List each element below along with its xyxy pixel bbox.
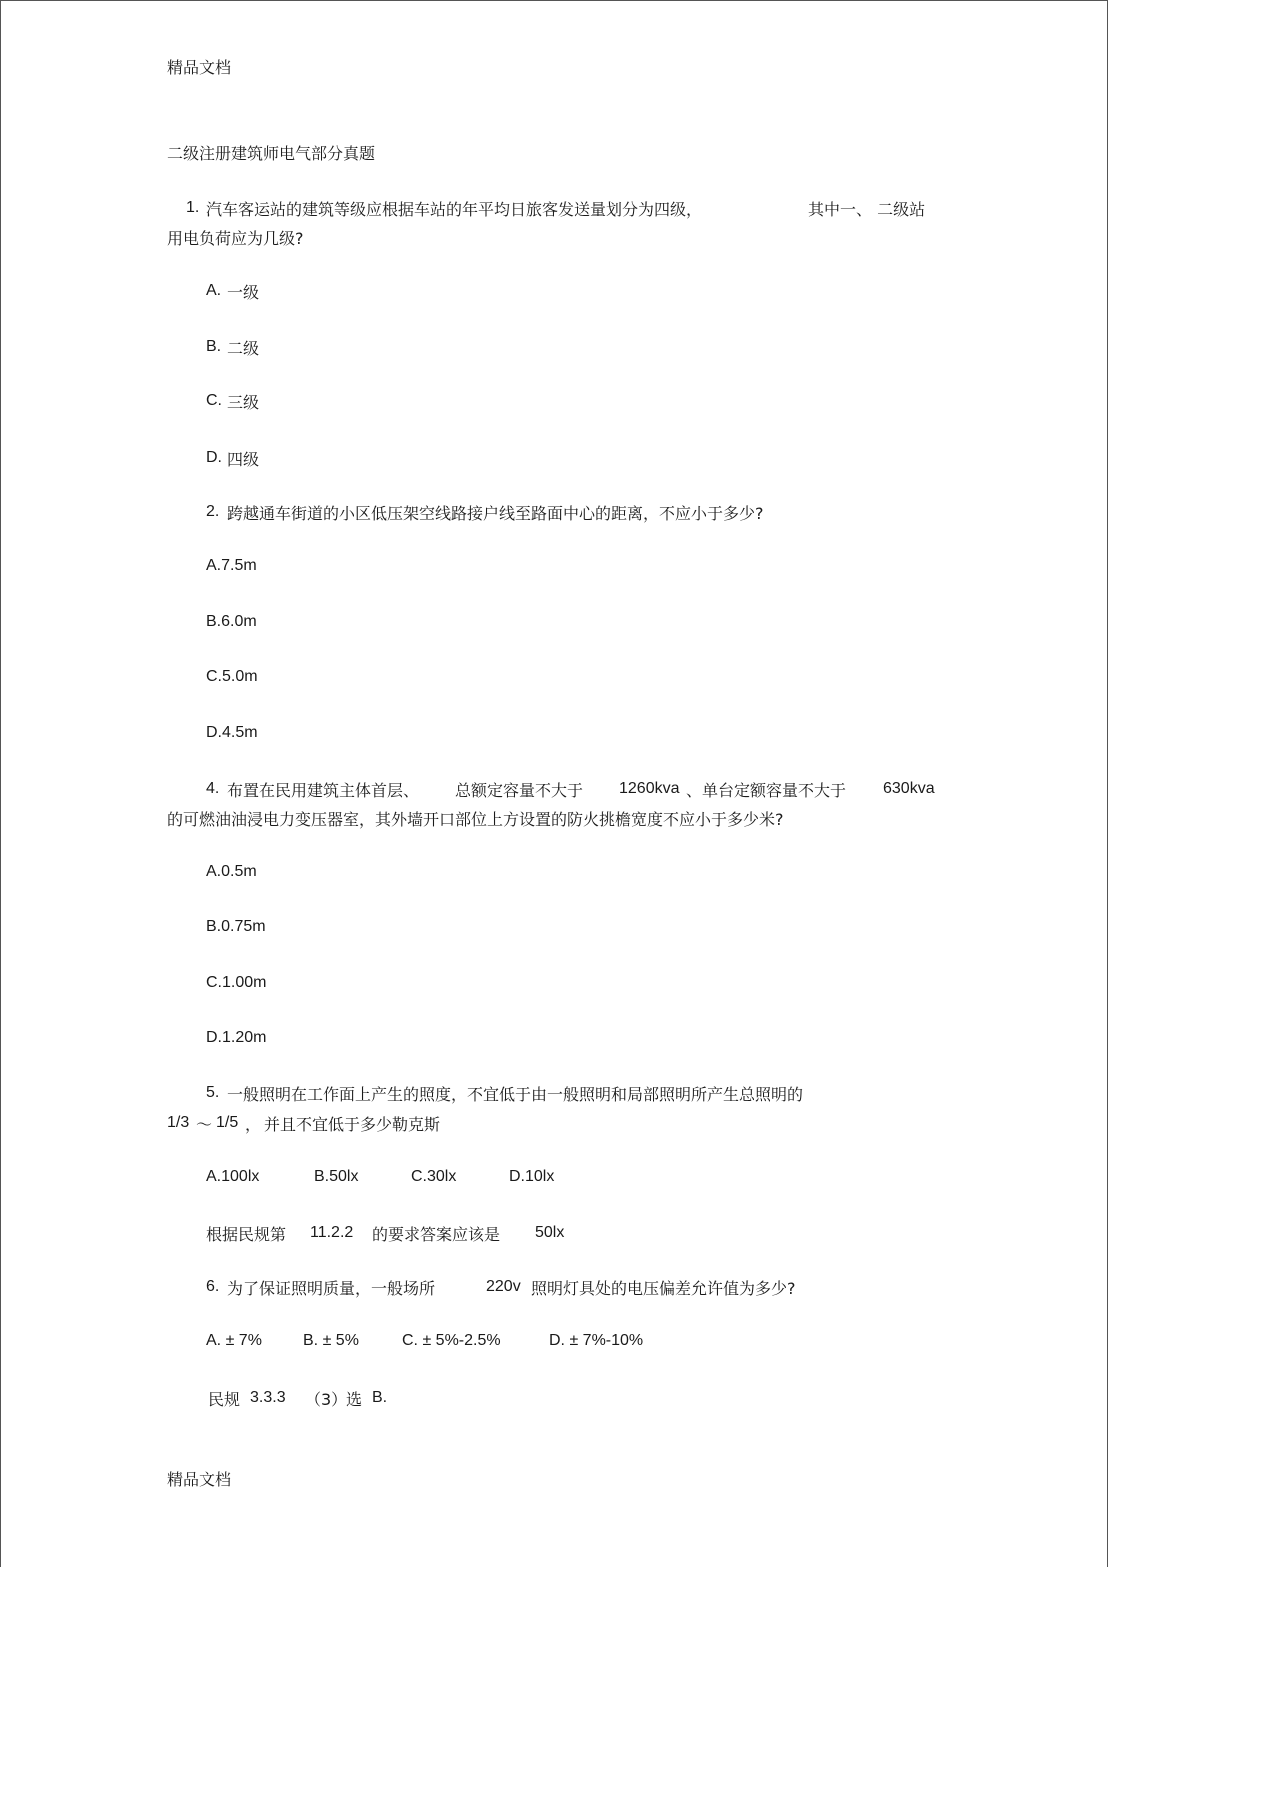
answer-note: 选 <box>346 1390 363 1409</box>
answer-note-value: 11.2.2 <box>310 1224 354 1241</box>
option-text: A.7.5m <box>206 557 257 574</box>
question-text: 为了保证照明质量，一般场所 <box>227 1279 436 1298</box>
option-text: B.50lx <box>314 1168 359 1185</box>
option-letter: B. <box>206 338 222 355</box>
option-text: B.6.0m <box>206 613 257 630</box>
question-number: 1. <box>186 199 200 216</box>
option-text: 四级 <box>227 450 260 469</box>
question-number: 5. <box>206 1084 220 1101</box>
option-text: 三级 <box>227 393 260 412</box>
option-text: D.4.5m <box>206 724 258 741</box>
question-number: 2. <box>206 503 220 520</box>
answer-note: 的要求答案应该是 <box>372 1225 501 1244</box>
option-text: A.100lx <box>206 1168 260 1185</box>
page-footer: 精品文档 <box>167 1470 232 1489</box>
question-text: ， <box>245 1115 262 1134</box>
question-value: 220v <box>486 1278 521 1295</box>
answer-note-value: B. <box>372 1389 388 1406</box>
question-text: 、单台定额容量不大于 <box>686 781 847 800</box>
question-text: 跨越通车街道的小区低压架空线路接户线至路面中心的距离，不应小于多少? <box>227 504 764 523</box>
question-text: 布置在民用建筑主体首层、 <box>227 781 420 800</box>
option-text: D. ± 7%-10% <box>549 1332 644 1349</box>
answer-note: 民规 <box>208 1390 241 1409</box>
option-letter: D. <box>206 449 222 466</box>
option-text: C.1.00m <box>206 974 267 991</box>
question-value: 1/3 <box>167 1114 190 1131</box>
option-text: 二级 <box>227 339 260 358</box>
option-text: D.10lx <box>509 1168 555 1185</box>
option-letter: A. <box>206 282 222 299</box>
question-value: 1/5 <box>216 1114 239 1131</box>
question-text: 一般照明在工作面上产生的照度，不宜低于由一般照明和局部照明所产生总照明的 <box>227 1085 804 1104</box>
question-text: 照明灯具处的电压偏差允许值为多少? <box>531 1279 796 1298</box>
answer-note: 根据民规第 <box>206 1225 287 1244</box>
option-text: 一级 <box>227 283 260 302</box>
question-text: 并且不宜低于多少勒克斯 <box>264 1115 441 1134</box>
question-number: 6. <box>206 1278 220 1295</box>
question-text: 总额定容量不大于 <box>455 781 584 800</box>
answer-note-value: 50lx <box>535 1224 565 1241</box>
option-text: C.30lx <box>411 1168 457 1185</box>
question-value: 1260kva <box>619 780 680 797</box>
question-text: 其中一、 二级站 <box>808 200 926 219</box>
question-text: 的可燃油油浸电力变压器室，其外墙开口部位上方设置的防火挑檐宽度不应小于多少米? <box>167 810 784 829</box>
option-text: A. ± 7% <box>206 1332 262 1349</box>
option-text: B.0.75m <box>206 918 266 935</box>
option-letter: C. <box>206 392 222 409</box>
question-text: 汽车客运站的建筑等级应根据车站的年平均日旅客发送量划分为四级， <box>206 200 703 219</box>
option-text: C. ± 5%-2.5% <box>402 1332 501 1349</box>
document-title: 二级注册建筑师电气部分真题 <box>167 144 376 163</box>
option-text: C.5.0m <box>206 668 258 685</box>
question-number: 4. <box>206 780 220 797</box>
question-value: 630kva <box>883 780 935 797</box>
answer-note: （3） <box>305 1390 348 1409</box>
answer-note-value: 3.3.3 <box>250 1389 286 1406</box>
page-header: 精品文档 <box>167 58 232 77</box>
question-text: 用电负荷应为几级? <box>167 229 304 248</box>
question-text: ～ <box>196 1115 213 1134</box>
option-text: A.0.5m <box>206 863 257 880</box>
option-text: B. ± 5% <box>303 1332 359 1349</box>
option-text: D.1.20m <box>206 1029 267 1046</box>
